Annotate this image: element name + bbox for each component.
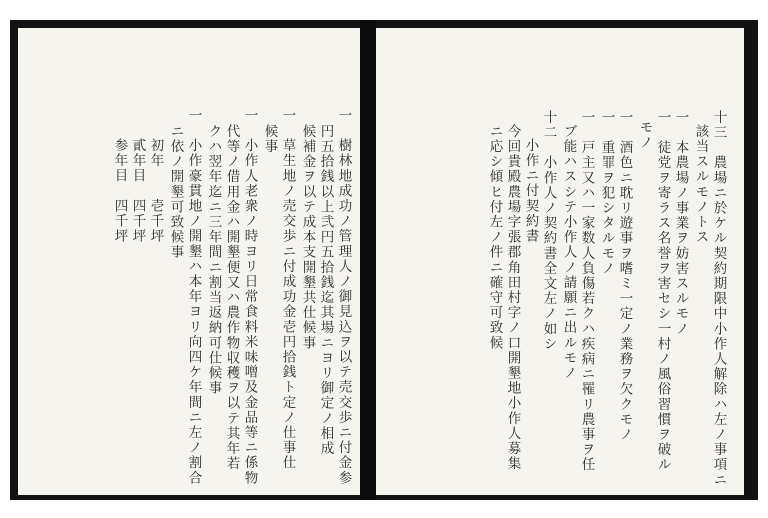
text-line-l1: 一 樹林地成功ノ管理人ノ御見込ヲ以テ売交歩ニ付金参 [335,108,352,486]
text-line-r12: 今回貴殿農場字張郡角田村字ノ口開墾地小作人募集 [504,124,521,472]
text-line-r11: 小作ニ付契約書 [522,138,539,244]
text-line-r3: 一 本農場ノ事業ヲ妨害スルモノ [672,110,689,337]
text-line-l9: 一 小作豪貫地ノ開墾ハ本年ヨリ向四ケ年間ニ左ノ割合 [185,108,202,486]
text-line-l8: クハ翌年迄ニ三年間ニ割当返納可仕候事 [205,124,222,396]
text-line-r9: ブ能ハスシテ小作人ノ請願ニ出ルモノ [560,124,577,381]
text-line-r7: 一 重罪ヲ犯シタルモノ [598,110,615,277]
text-line-l5: 候事 [261,124,278,155]
text-line-r4: 一 徒党ヲ寄ラス名誉ヲ害セシ一村ノ風俗習慣ヲ破ル [654,110,671,473]
text-line-r6: 一 酒色ニ耽リ遊事ヲ嗜ミ一定ノ業務ヲ欠クモノ [616,110,633,443]
text-line-l12: 貳年目 四千坪 [129,138,146,244]
text-line-r5: モノ [636,120,653,151]
text-line-r1: 十三 農場ニ於ケル契約期限中小作人解除ハ左ノ事項ニ [710,110,727,488]
text-line-l6: 一 小作人老衆ノ時ヨリ日常食料米味噌及金品等ニ係物 [241,108,258,486]
text-line-r8: 一 戸主又ハ一家数人負傷若クハ疾病ニ罹リ農事ヲ任 [578,110,595,473]
text-line-r2: 該当スルモノトス [692,124,709,245]
text-line-l10: ニ依ノ開墾可致候事 [167,124,184,260]
text-line-l4: 一 草生地ノ売交歩ニ付成功金壱円拾銭ト定ノ仕事仕 [279,108,296,471]
book-gutter [360,20,376,500]
text-line-l2: 円五拾銭以上弐円五拾銭迄其場ニヨリ御定ノ相成 [317,124,334,457]
right-page [376,28,744,495]
text-line-l13: 参年目 四千坪 [111,138,128,244]
left-page [18,28,360,495]
text-line-l11: 初年 壱千坪 [147,138,164,244]
text-line-l3: 候補金ヲ以テ成本支開墾共仕候事 [299,124,316,351]
text-line-l7: 代等ノ借用金ハ開墾便又ハ農作物収穫ヲ以テ其年若 [223,124,240,472]
scanned-document-spread [10,20,758,500]
text-line-r10: 十二 小作人ノ契約書全文左ノ如シ [540,110,557,352]
text-line-r13: ニ応シ傾ヒ付左ノ件ニ確守可致候 [486,124,503,351]
